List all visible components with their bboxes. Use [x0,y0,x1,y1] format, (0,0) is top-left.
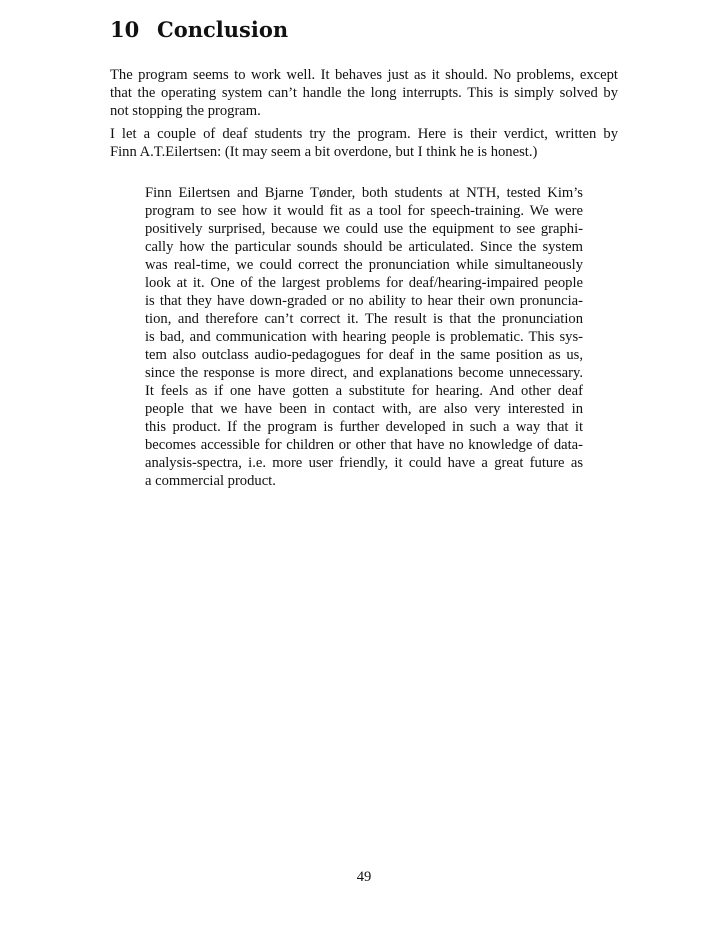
paragraph-line: The program seems to work well. It behaves just as it should. No problems, except [110,67,618,83]
quote-line: a commercial product. [145,473,276,489]
quote-line: was real-time, we could correct the pronunciation while simultaneously [145,257,583,273]
paragraph-line: I let a couple of deaf students try the program. Here is their verdict, written by [110,126,618,142]
quote-line: analysis-spectra, i.e. more user friendly, it could have a great future as [145,455,583,471]
section-title: Conclusion [157,17,289,42]
quote-line: look at it. One of the largest problems for deaf/hearing-impaired people [145,275,583,291]
quote-line: cally how the particular sounds should be articulated. Since the system [145,239,583,255]
paragraph-2 [110,125,618,161]
quote-line: program to see how it would fit as a tool for speech-training. We were [145,203,583,219]
section-number: 10 [110,17,140,42]
verdict-quote [145,184,583,490]
quote-line: people that we have been in contact with, are also very interested in [145,401,583,417]
quote-line: since the response is more direct, and explanations become unnecessary. [145,365,583,381]
page-number: 49 [356,869,372,885]
quote-line: tion, and therefore can’t correct it. The result is that the pronunciation [145,311,583,327]
section-heading [110,16,288,44]
paragraph-line: Finn A.T.Eilertsen: (It may seem a bit overdone, but I think he is honest.) [110,144,538,160]
quote-line: Finn Eilertsen and Bjarne Tønder, both students at NTH, tested Kim’s [145,185,583,201]
quote-line: positively surprised, because we could use the equipment to see graphi- [145,221,583,237]
quote-line: becomes accessible for children or other that have no knowledge of data- [145,437,583,453]
quote-line: tem also outclass audio-pedagogues for deaf in the same position as us, [145,347,583,363]
paragraph-line: that the operating system can’t handle the long interrupts. This is simply solved by [110,85,618,101]
quote-line: this product. If the program is further developed in such a way that it [145,419,583,435]
quote-line: It feels as if one have gotten a substitute for hearing. And other deaf [145,383,583,399]
paragraph-line: not stopping the program. [110,103,261,119]
quote-line: is bad, and communication with hearing people is problematic. This sys- [145,329,583,345]
quote-line: is that they have down-graded or no ability to hear their own pronuncia- [145,293,583,309]
paragraph-1 [110,66,618,120]
